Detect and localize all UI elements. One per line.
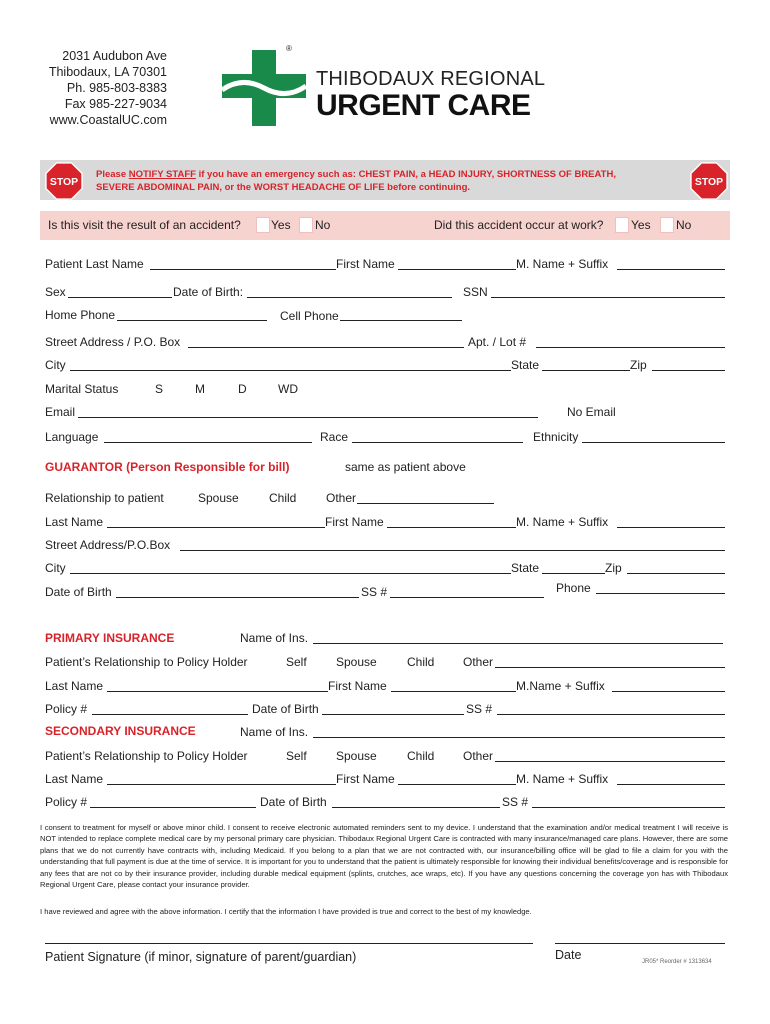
stop-sign-icon	[690, 162, 728, 200]
secondary-middle-field[interactable]	[617, 784, 725, 785]
guarantor-zip-field[interactable]	[627, 573, 725, 574]
primary-last-name-label: Last Name	[45, 679, 104, 693]
street-field[interactable]	[188, 347, 464, 348]
secondary-name-of-ins-label: Name of Ins.	[240, 725, 309, 739]
state-label: State	[511, 358, 540, 372]
stop-sign-icon	[45, 162, 83, 200]
state-field[interactable]	[542, 370, 630, 371]
warning-prefix: Please	[96, 169, 129, 180]
guarantor-street-label: Street Address/P.O.Box	[45, 538, 171, 552]
accident-no-label: No	[315, 218, 331, 232]
primary-other-field[interactable]	[495, 667, 725, 668]
secondary-relationship-label: Patient’s Relationship to Policy Holder	[45, 749, 248, 763]
consent-paragraph: I consent to treatment for myself or above minor child. I consent to receive electronic automated reminders sent to my device. I understand that the examination and/or medical treatment I will receive is NOT intended to replace complete medical care by my personal primary care physician. Thibodaux Regional Urgent Care is contracted with many insurance/managed care plans. However, there are some plans that we do not currently have contracts with, including Medicaid. If you belong to a plan that we are not contracted with, our insurance/billing office will be glad to file a claim for you with the understanding that full payment is due at the time of service. It is important for you to understand that the patient is ultimately responsible for knowing their individual benefits/coverage and is responsible for any fees that are not co by their insurance provider, including durable medical equipment (splints, crutches, ace wraps, etc). If you have any questions concerning the coverage yon has with Thibodaux Regional Urgent Care, please contact your insurance provider.	[40, 823, 728, 890]
sex-label: Sex	[45, 285, 66, 299]
guarantor-last-name-field[interactable]	[107, 527, 325, 528]
ethnicity-label: Ethnicity	[533, 430, 579, 444]
work-no-checkbox[interactable]	[660, 217, 674, 233]
work-no-label: No	[676, 218, 692, 232]
secondary-insurance-heading: SECONDARY INSURANCE	[45, 724, 196, 738]
guarantor-other-label: Other	[326, 491, 357, 505]
secondary-ss-label: SS #	[502, 795, 529, 809]
registered-mark: ®	[286, 44, 292, 53]
primary-name-of-ins-label: Name of Ins.	[240, 631, 309, 645]
cell-phone-field[interactable]	[340, 320, 462, 321]
guarantor-state-label: State	[511, 561, 540, 575]
patient-last-name-field[interactable]	[150, 269, 336, 270]
primary-middle-field[interactable]	[612, 691, 725, 692]
secondary-self-option[interactable]: Self	[286, 749, 307, 763]
primary-child-option[interactable]: Child	[407, 655, 435, 669]
apt-field[interactable]	[536, 347, 725, 348]
guarantor-relationship-label: Relationship to patient	[45, 491, 164, 505]
ssn-label: SSN	[463, 285, 488, 299]
stop-label: STOP	[49, 176, 79, 188]
ssn-field[interactable]	[491, 297, 725, 298]
address-line: Thibodaux, LA 70301	[48, 65, 167, 79]
zip-label: Zip	[630, 358, 647, 372]
date-field[interactable]	[555, 943, 725, 944]
patient-first-name-label: First Name	[336, 257, 395, 271]
primary-ss-field[interactable]	[497, 714, 725, 715]
secondary-spouse-option[interactable]: Spouse	[336, 749, 377, 763]
cross-logo-icon	[222, 46, 312, 130]
address-line: 2031 Audubon Ave	[62, 49, 167, 63]
primary-dob-field[interactable]	[322, 714, 464, 715]
race-field[interactable]	[352, 442, 523, 443]
primary-self-option[interactable]: Self	[286, 655, 307, 669]
clinic-logo	[222, 46, 562, 130]
home-phone-field[interactable]	[117, 320, 267, 321]
signature-label: Patient Signature (if minor, signature of parent/guardian)	[45, 950, 357, 964]
secondary-dob-field[interactable]	[332, 807, 500, 808]
emergency-warning	[96, 168, 616, 194]
guarantor-middle-label: M. Name + Suffix	[516, 515, 609, 529]
stop-label: STOP	[694, 176, 724, 188]
primary-ss-label: SS #	[466, 702, 493, 716]
secondary-name-of-ins-field[interactable]	[313, 737, 725, 738]
secondary-policy-field[interactable]	[90, 807, 256, 808]
patient-last-name-label: Patient Last Name	[45, 257, 144, 271]
consent-agreement: I have reviewed and agree with the above information. I certify that the information I have provided is true and correct to the best of my knowledge.	[40, 907, 532, 916]
guarantor-dob-label: Date of Birth	[45, 585, 112, 599]
date-label: Date	[555, 948, 582, 962]
website-line: www.CoastalUC.com	[49, 113, 167, 127]
signature-field[interactable]	[45, 943, 533, 944]
marital-option-wd[interactable]: WD	[278, 382, 298, 396]
sex-field[interactable]	[68, 297, 172, 298]
guarantor-ss-field[interactable]	[390, 597, 544, 598]
guarantor-middle-field[interactable]	[617, 527, 725, 528]
cell-phone-label: Cell Phone	[280, 309, 339, 323]
primary-name-of-ins-field[interactable]	[313, 643, 723, 644]
primary-dob-label: Date of Birth	[252, 702, 319, 716]
dob-label: Date of Birth:	[173, 285, 244, 299]
apt-label: Apt. / Lot #	[468, 335, 527, 349]
secondary-other-label: Other	[463, 749, 494, 763]
secondary-dob-label: Date of Birth	[260, 795, 327, 809]
notify-staff: NOTIFY STAFF	[128, 169, 196, 180]
language-label: Language	[45, 430, 99, 444]
marital-option-s[interactable]: S	[155, 382, 164, 396]
primary-insurance-heading: PRIMARY INSURANCE	[45, 631, 175, 645]
work-accident-question: Did this accident occur at work?	[434, 218, 604, 232]
secondary-first-name-label: First Name	[336, 772, 395, 786]
email-field[interactable]	[78, 417, 538, 418]
patient-middle-field[interactable]	[617, 269, 725, 270]
accident-question: Is this visit the result of an accident?	[48, 218, 241, 232]
accident-yes-label: Yes	[271, 218, 291, 232]
phone-line: Ph. 985-803-8383	[66, 81, 167, 95]
secondary-child-option[interactable]: Child	[407, 749, 435, 763]
secondary-first-name-field[interactable]	[398, 784, 516, 785]
guarantor-spouse-option[interactable]: Spouse	[198, 491, 239, 505]
language-field[interactable]	[104, 442, 312, 443]
ethnicity-field[interactable]	[582, 442, 725, 443]
guarantor-ss-label: SS #	[361, 585, 388, 599]
guarantor-phone-label: Phone	[556, 581, 591, 595]
guarantor-street-field[interactable]	[180, 550, 725, 551]
city-field[interactable]	[70, 370, 511, 371]
reorder-number: JR05* Reorder # 1313634	[642, 959, 712, 965]
guarantor-first-name-field[interactable]	[387, 527, 516, 528]
primary-other-label: Other	[463, 655, 494, 669]
guarantor-state-field[interactable]	[542, 573, 605, 574]
race-label: Race	[320, 430, 349, 444]
secondary-last-name-field[interactable]	[107, 784, 336, 785]
guarantor-phone-field[interactable]	[596, 593, 725, 594]
marital-status-label: Marital Status	[45, 382, 119, 396]
guarantor-zip-label: Zip	[605, 561, 622, 575]
secondary-policy-label: Policy #	[45, 795, 88, 809]
guarantor-city-label: City	[45, 561, 66, 575]
guarantor-heading: GUARANTOR (Person Responsible for bill)	[45, 460, 290, 474]
same-as-patient-option[interactable]: same as patient above	[345, 460, 466, 474]
primary-middle-label: M.Name + Suffix	[516, 679, 605, 693]
guarantor-last-name-label: Last Name	[45, 515, 104, 529]
guarantor-other-field[interactable]	[357, 503, 494, 504]
work-yes-checkbox[interactable]	[615, 217, 629, 233]
secondary-last-name-label: Last Name	[45, 772, 104, 786]
marital-option-d[interactable]: D	[238, 382, 247, 396]
patient-first-name-field[interactable]	[398, 269, 516, 270]
secondary-other-field[interactable]	[495, 761, 725, 762]
primary-relationship-label: Patient’s Relationship to Policy Holder	[45, 655, 248, 669]
warning-line2: SEVERE ABDOMINAL PAIN, or the WORST HEADACHE OF LIFE before continuing.	[96, 182, 471, 193]
accident-no-checkbox[interactable]	[299, 217, 313, 233]
accident-yes-checkbox[interactable]	[256, 217, 270, 233]
patient-middle-label: M. Name + Suffix	[516, 257, 609, 271]
primary-first-name-field[interactable]	[391, 691, 516, 692]
logo-title: THIBODAUX REGIONAL	[316, 68, 546, 90]
city-label: City	[45, 358, 66, 372]
dob-field[interactable]	[247, 297, 452, 298]
primary-policy-field[interactable]	[92, 714, 248, 715]
work-yes-label: Yes	[631, 218, 651, 232]
email-label: Email	[45, 405, 76, 419]
secondary-middle-label: M. Name + Suffix	[516, 772, 609, 786]
street-label: Street Address / P.O. Box	[45, 335, 181, 349]
secondary-ss-field[interactable]	[532, 807, 725, 808]
zip-field[interactable]	[652, 370, 725, 371]
fax-line: Fax 985-227-9034	[64, 97, 167, 111]
warning-line1: if you have an emergency such as: CHEST PAIN, a HEAD INJURY, SHORTNESS OF BREATH,	[195, 169, 616, 180]
guarantor-child-option[interactable]: Child	[269, 491, 297, 505]
guarantor-first-name-label: First Name	[325, 515, 384, 529]
logo-subtitle: URGENT CARE	[316, 89, 531, 122]
primary-last-name-field[interactable]	[107, 691, 328, 692]
primary-spouse-option[interactable]: Spouse	[336, 655, 377, 669]
guarantor-city-field[interactable]	[70, 573, 511, 574]
home-phone-label: Home Phone	[45, 308, 116, 322]
no-email-option[interactable]: No Email	[567, 405, 616, 419]
marital-option-m[interactable]: M	[195, 382, 205, 396]
guarantor-dob-field[interactable]	[116, 597, 359, 598]
primary-policy-label: Policy #	[45, 702, 88, 716]
primary-first-name-label: First Name	[328, 679, 387, 693]
